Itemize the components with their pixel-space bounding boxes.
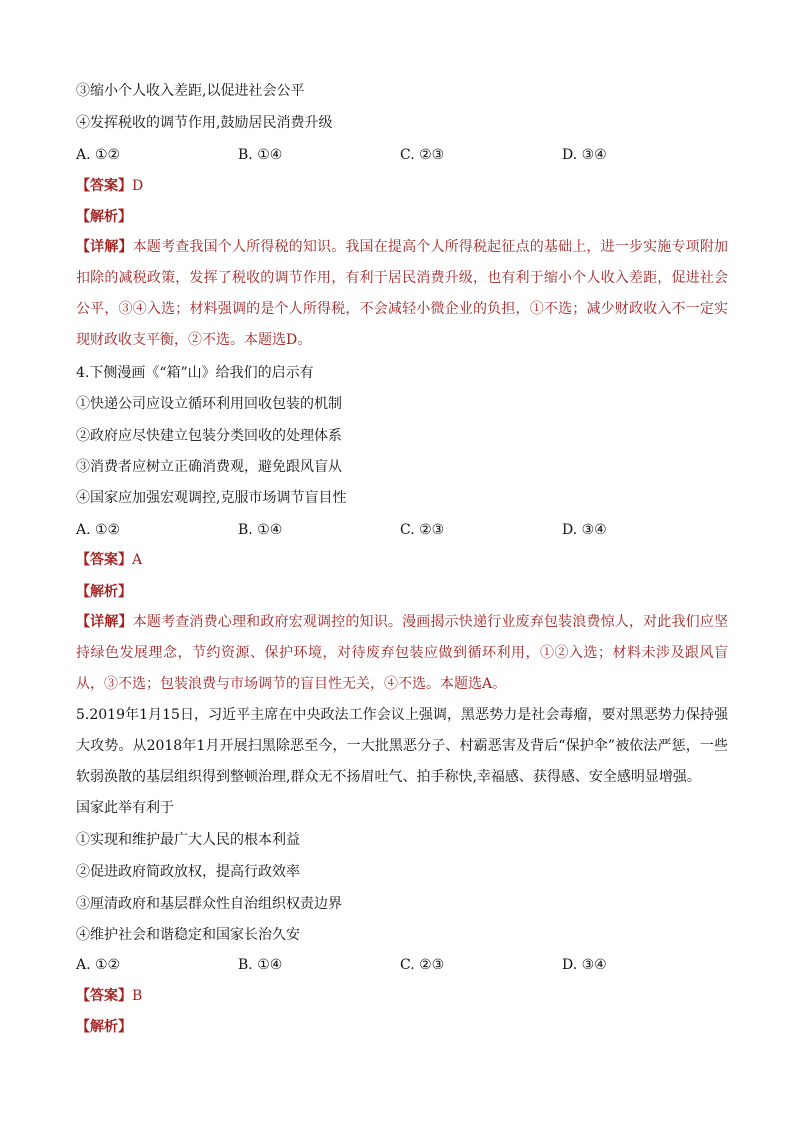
q4-statement-4: ④国家应加强宏观调控,克服市场调节盲目性	[76, 490, 347, 506]
option-a: A. ①②	[76, 147, 121, 163]
q4-statement-2: ②政府应尽快建立包装分类回收的处理体系	[76, 428, 342, 444]
q4-statement-1: ①快递公司应设立循环利用回收包装的机制	[76, 396, 342, 412]
q5-statement-3: ③厘清政府和基层群众性自治组织权责边界	[76, 896, 342, 912]
option-c: C. ②③	[400, 957, 445, 973]
option-b: B. ①④	[238, 147, 283, 163]
q4-detail: 【详解】本题考查消费心理和政府宏观调控的知识。漫画揭示快递行业废弃包装浪费惊人，对此我们应坚持绿色发展理念，节约资源、保护环境，对待废弃包装应做到循环利用，①②入选；材料未涉及跟风盲从，③不选；包装浪费与市场调节的盲目性无关，④不选。本题选A。	[76, 614, 729, 692]
answer-value: A	[132, 552, 143, 568]
q3-statement-4: ④发挥税收的调节作用,鼓励居民消费升级	[76, 115, 333, 131]
q4-analysis-tag: 【解析】	[76, 584, 132, 600]
option-d: D. ③④	[562, 957, 607, 973]
q4-answer	[76, 550, 142, 570]
option-c: C. ②③	[400, 522, 445, 538]
answer-value: B	[132, 988, 143, 1004]
option-a: A. ①②	[76, 522, 121, 538]
answer-tag: 【答案】	[76, 988, 132, 1004]
detail-tag: 【详解】	[76, 239, 133, 255]
q3-detail: 【详解】本题考查我国个人所得税的知识。我国在提高个人所得税起征点的基础上，进一步实施专项附加扣除的减税政策，发挥了税收的调节作用，有利于居民消费升级，也有利于缩小个人收入差距，促进社会公平，③④入选；材料强调的是个人所得税，不会减轻小微企业的负担，①不选；减少财政收入不一定实现财政收支平衡，②不选。本题选D。	[76, 239, 729, 348]
q5-analysis-tag: 【解析】	[76, 1019, 132, 1035]
q3-answer	[76, 176, 143, 196]
q3-statement-3: ③缩小个人收入差距,以促进社会公平	[76, 83, 305, 99]
q5-statement-4: ④维护社会和谐稳定和国家长治久安	[76, 927, 300, 943]
q4-statement-3: ③消费者应树立正确消费观，避免跟风盲从	[76, 459, 342, 475]
answer-value: D	[132, 178, 144, 194]
q5-options	[76, 955, 716, 975]
detail-tag: 【详解】	[76, 614, 133, 630]
option-b: B. ①④	[238, 522, 283, 538]
answer-tag: 【答案】	[76, 552, 132, 568]
option-c: C. ②③	[400, 147, 445, 163]
q5-statement-2: ②促进政府简政放权，提高行政效率	[76, 864, 300, 880]
option-d: D. ③④	[562, 522, 607, 538]
q4-stem: 4.下侧漫画《“箱”山》给我们的启示有	[76, 365, 314, 381]
q5-stem-2: 国家此举有利于	[76, 800, 174, 816]
q4-options	[76, 520, 716, 540]
option-a: A. ①②	[76, 957, 121, 973]
q3-analysis-tag: 【解析】	[76, 209, 132, 225]
option-d: D. ③④	[562, 147, 607, 163]
answer-tag: 【答案】	[76, 178, 132, 194]
q3-options	[76, 145, 716, 165]
q5-answer	[76, 986, 142, 1006]
option-b: B. ①④	[238, 957, 283, 973]
q5-statement-1: ①实现和维护最广大人民的根本利益	[76, 832, 300, 848]
q5-stem: 5.2019年1月15日，习近平主席在中央政法工作会议上强调，黑恶势力是社会毒瘤，要对黑恶势力保持强大攻势。从2018年1月开展扫黑除恶至今，一大批黑恶分子、村霸恶害及背后“保护伞”被依法严惩，一些软弱涣散的基层组织得到整顿治理,群众无不扬眉吐气、拍手称快,幸福感、获得感、安全感明显增强。	[76, 707, 728, 785]
